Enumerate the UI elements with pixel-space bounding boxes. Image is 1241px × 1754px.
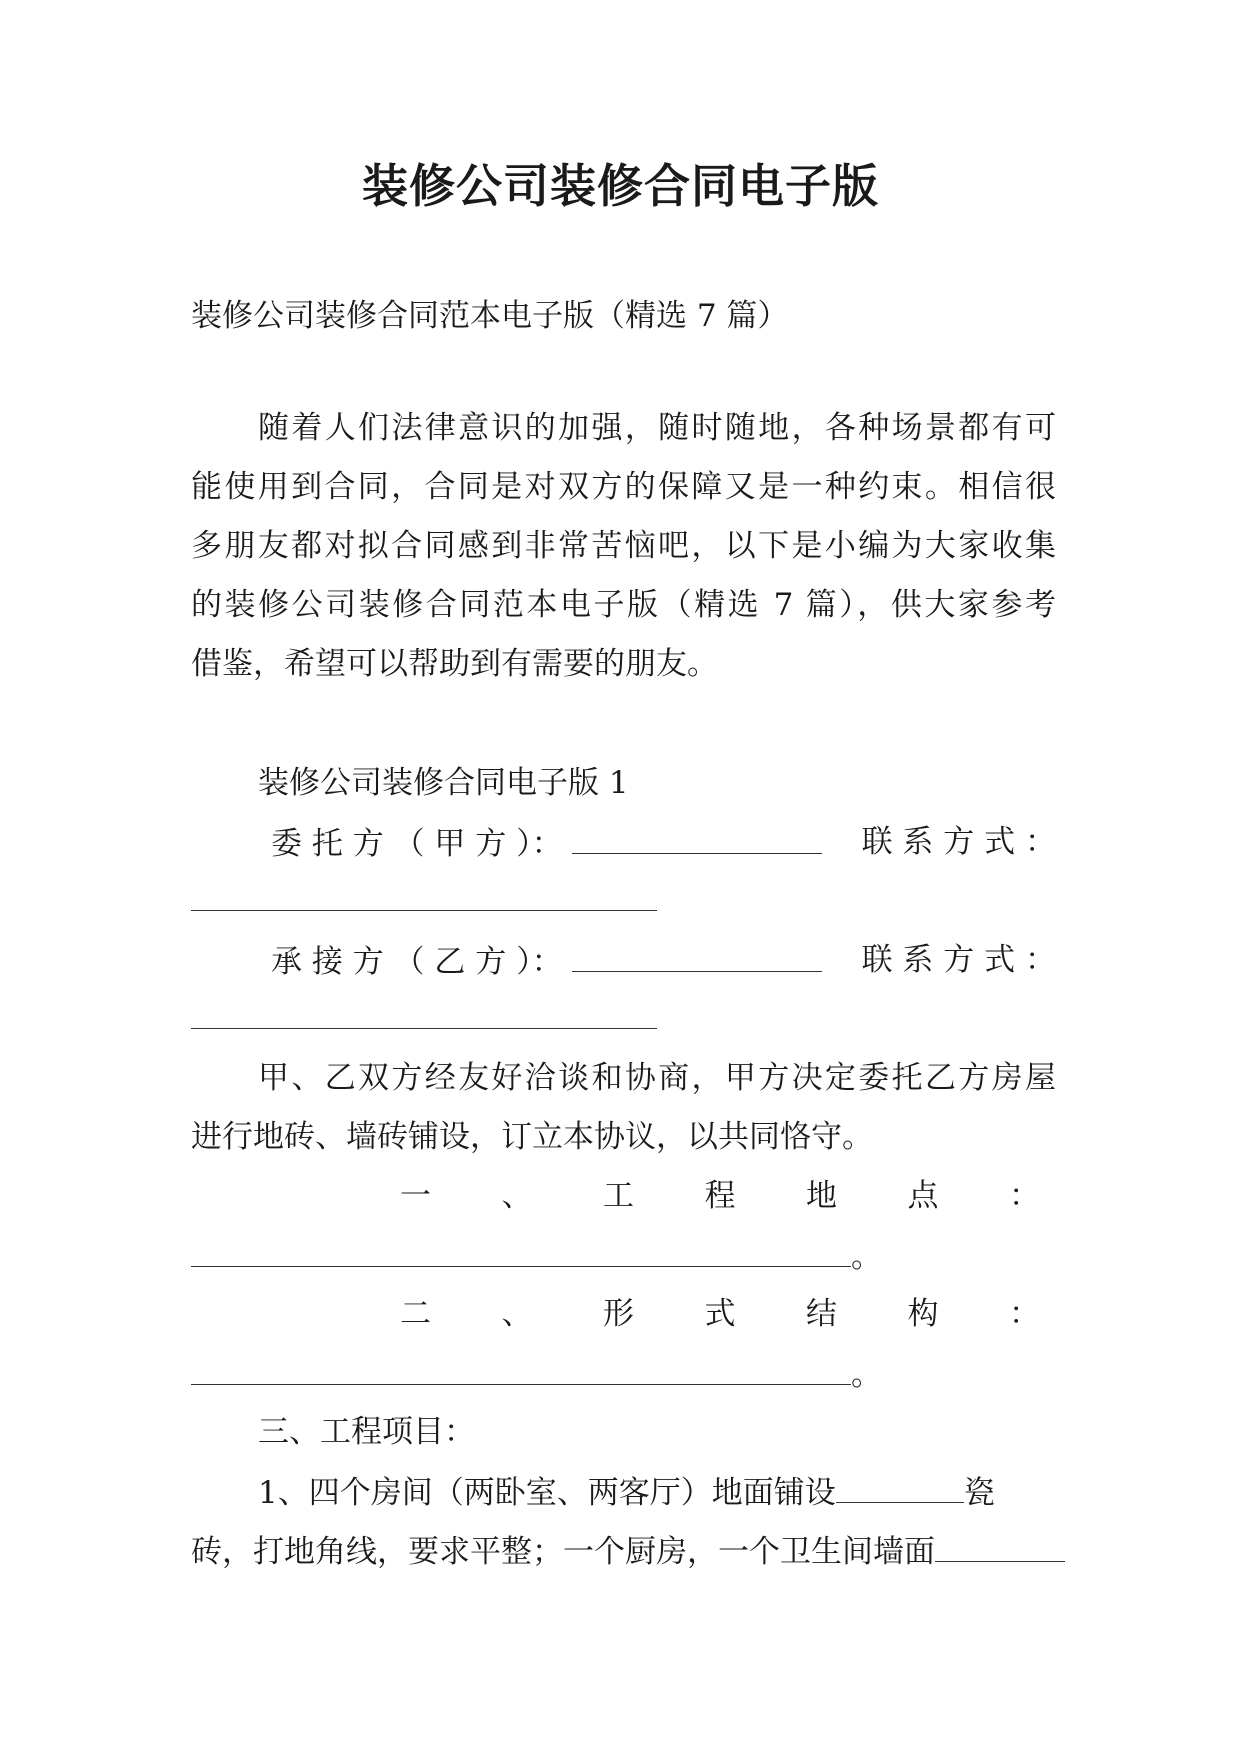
- structure-form-blank: [191, 1353, 851, 1385]
- intro-line: 多朋友都对拟合同感到非常苦恼吧，以下是小编为大家收集: [191, 528, 1056, 564]
- intro-line: 的装修公司装修合同范本电子版（精选 7 篇），供大家参考: [191, 587, 1056, 623]
- intro-line: 借鉴，希望可以帮助到有需要的朋友。: [191, 646, 718, 682]
- agreement-line: 进行地砖、墙砖铺设，订立本协议，以共同恪守。: [191, 1119, 873, 1155]
- party-a-name-blank: [572, 822, 822, 854]
- party-b-name-blank: [572, 940, 822, 972]
- project-line: 1、四个房间（两卧室、两客厅）地面铺设 瓷: [258, 1471, 1056, 1513]
- item-project-items: 三、工程项目：: [258, 1414, 475, 1450]
- party-a-contact-blank: [191, 910, 657, 911]
- document-subtitle: 装修公司装修合同范本电子版（精选 7 篇）: [191, 298, 789, 334]
- project-line: 砖，打地角线，要求平整；一个厨房，一个卫生间墙面: [191, 1530, 1056, 1572]
- item-structure-form-fill: 。: [191, 1353, 1056, 1395]
- item-structure-form: 二 、 形 式 结 构 ：: [400, 1296, 1040, 1332]
- item-project-location: 一 、 工 程 地 点 ：: [400, 1178, 1040, 1214]
- party-a-contact-label: 联 系 方 式 ：: [861, 824, 1056, 860]
- section-heading: 装修公司装修合同电子版 1: [258, 765, 629, 801]
- party-b-contact-blank: [191, 1028, 657, 1029]
- project-location-blank: [191, 1235, 851, 1267]
- party-a-label: 委 托 方 （ 甲 方 ）：: [271, 826, 563, 862]
- item-project-location-fill: 。: [191, 1235, 1056, 1277]
- wall-tile-blank: [935, 1530, 1065, 1562]
- floor-tile-blank: [836, 1471, 964, 1503]
- intro-line: 能使用到合同，合同是对双方的保障又是一种约束。相信很: [191, 469, 1056, 505]
- party-b-label: 承 接 方 （ 乙 方 ）：: [271, 944, 563, 980]
- party-b-line: [271, 940, 1056, 982]
- agreement-line: 甲、乙双方经友好洽谈和协商，甲方决定委托乙方房屋: [258, 1060, 1056, 1096]
- party-b-contact-label: 联 系 方 式 ：: [861, 942, 1056, 978]
- party-a-line: [271, 822, 1056, 864]
- intro-line: 随着人们法律意识的加强，随时随地，各种场景都有可: [258, 410, 1056, 446]
- document-title: 装修公司装修合同电子版: [362, 159, 879, 213]
